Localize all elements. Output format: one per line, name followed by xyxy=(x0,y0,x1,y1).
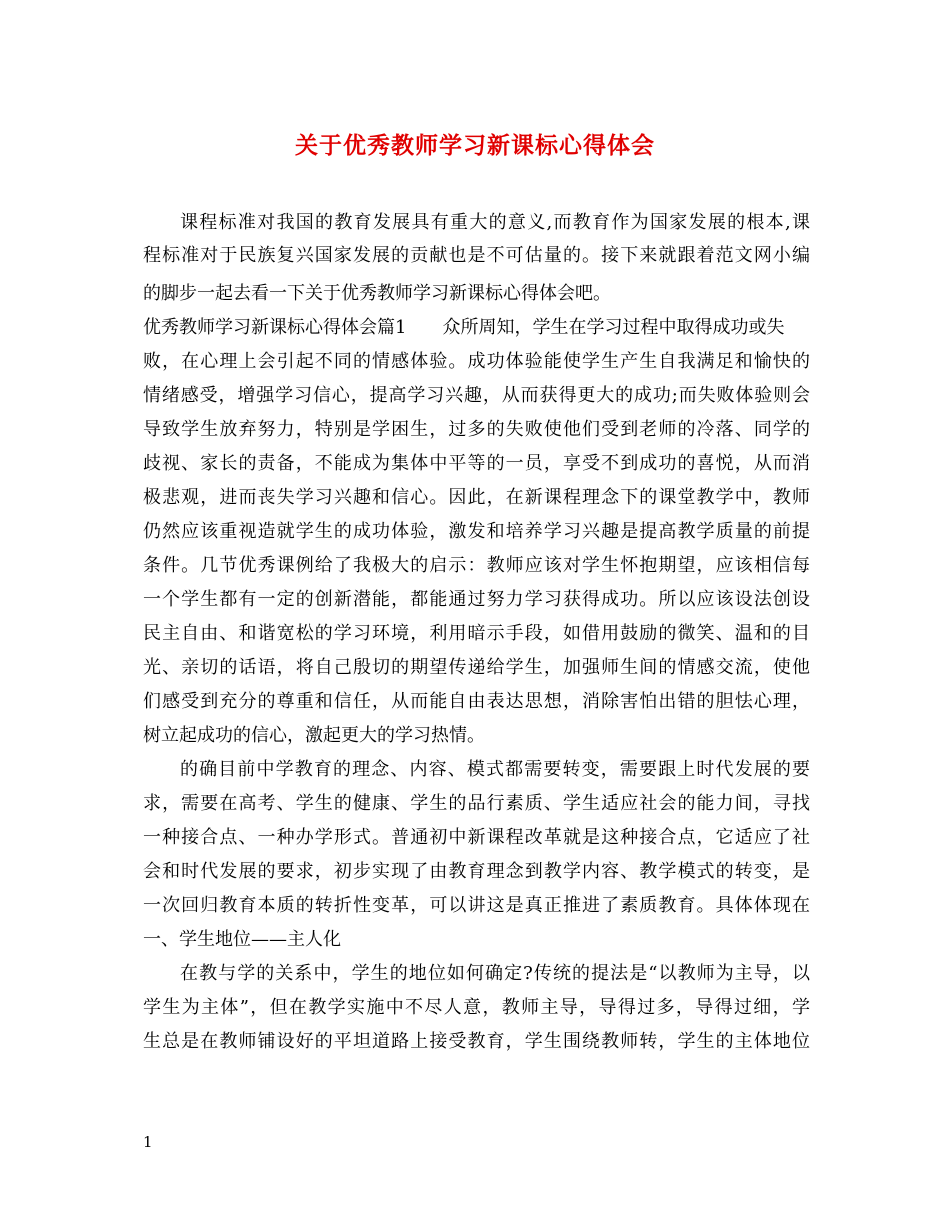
section-first-text: 众所周知，学生在学习过程中取得成功或失 xyxy=(442,317,785,338)
paragraph-line: 情绪感受，增强学习信心，提高学习兴趣，从而获得更大的成功;而失败体验则会 xyxy=(143,385,810,406)
paragraph-line: 仍然应该重视造就学生的成功体验，激发和培养学习兴趣是提高教学质量的前提 xyxy=(143,521,810,542)
paragraph-line: 导致学生放弃努力，特别是学困生，过多的失败使他们受到老师的冷落、同学的 xyxy=(143,419,810,440)
paragraph-line: 条件。几节优秀课例给了我极大的启示：教师应该对学生怀抱期望，应该相信每 xyxy=(143,555,810,576)
paragraph-line: 生总是在教师铺设好的平坦道路上接受教育，学生围绕教师转，学生的主体地位 xyxy=(143,1031,810,1052)
paragraph-line: 的脚步一起去看一下关于优秀教师学习新课标心得体会吧。 xyxy=(143,283,611,304)
paragraph-line: 一种接合点、一种办学形式。普通初中新课程改革就是这种接合点，它适应了社 xyxy=(143,827,810,848)
paragraph-line: 光、亲切的话语，将自己殷切的期望传递给学生，加强师生间的情感交流，使他 xyxy=(143,657,810,678)
paragraph-line: 课程标准对我国的教育发展具有重大的意义,而教育作为国家发展的根本,课 xyxy=(180,212,810,233)
page-number: 1 xyxy=(143,1133,153,1151)
paragraph-line: 们感受到充分的尊重和信任，从而能自由表达思想，消除害怕出错的胆怯心理， xyxy=(143,691,810,712)
paragraph-line: 一个学生都有一定的创新潜能，都能通过努力学习获得成功。所以应该设法创设 xyxy=(143,589,810,610)
paragraph-line: 民主自由、和谐宽松的学习环境，利用暗示手段，如借用鼓励的微笑、温和的目 xyxy=(143,623,810,644)
paragraph-line: 树立起成功的信心，激起更大的学习热情。 xyxy=(143,725,485,746)
paragraph-line: 求，需要在高考、学生的健康、学生的品行素质、学生适应社会的能力间，寻找 xyxy=(143,793,810,814)
document-title: 关于优秀教师学习新课标心得体会 xyxy=(295,132,655,159)
paragraph-line: 学生为主体”，但在教学实施中不尽人意，教师主导，导得过多，导得过细，学 xyxy=(143,997,810,1018)
section-heading: 优秀教师学习新课标心得体会篇1 xyxy=(143,317,407,338)
paragraph-line: 败，在心理上会引起不同的情感体验。成功体验能使学生产生自我满足和愉快的 xyxy=(143,351,810,372)
section-heading-line xyxy=(143,316,810,340)
paragraph-line: 歧视、家长的责备，不能成为集体中平等的一员，享受不到成功的喜悦，从而消 xyxy=(143,453,810,474)
paragraph-line: 程标准对于民族复兴国家发展的贡献也是不可估量的。接下来就跟着范文网小编 xyxy=(143,245,810,266)
paragraph-line: 的确目前中学教育的理念、内容、模式都需要转变，需要跟上时代发展的要 xyxy=(180,759,810,780)
paragraph-line: 一次回归教育本质的转折性变革，可以讲这是真正推进了素质教育。具体体现在 xyxy=(143,895,810,916)
subheading-line: 一、学生地位——主人化 xyxy=(143,929,341,950)
paragraph-line: 极悲观，进而丧失学习兴趣和信心。因此，在新课程理念下的课堂教学中，教师 xyxy=(143,487,810,508)
paragraph-line: 在教与学的关系中，学生的地位如何确定?传统的提法是“以教师为主导，以 xyxy=(180,963,810,984)
paragraph-line: 会和时代发展的要求，初步实现了由教育理念到教学内容、教学模式的转变，是 xyxy=(143,861,810,882)
